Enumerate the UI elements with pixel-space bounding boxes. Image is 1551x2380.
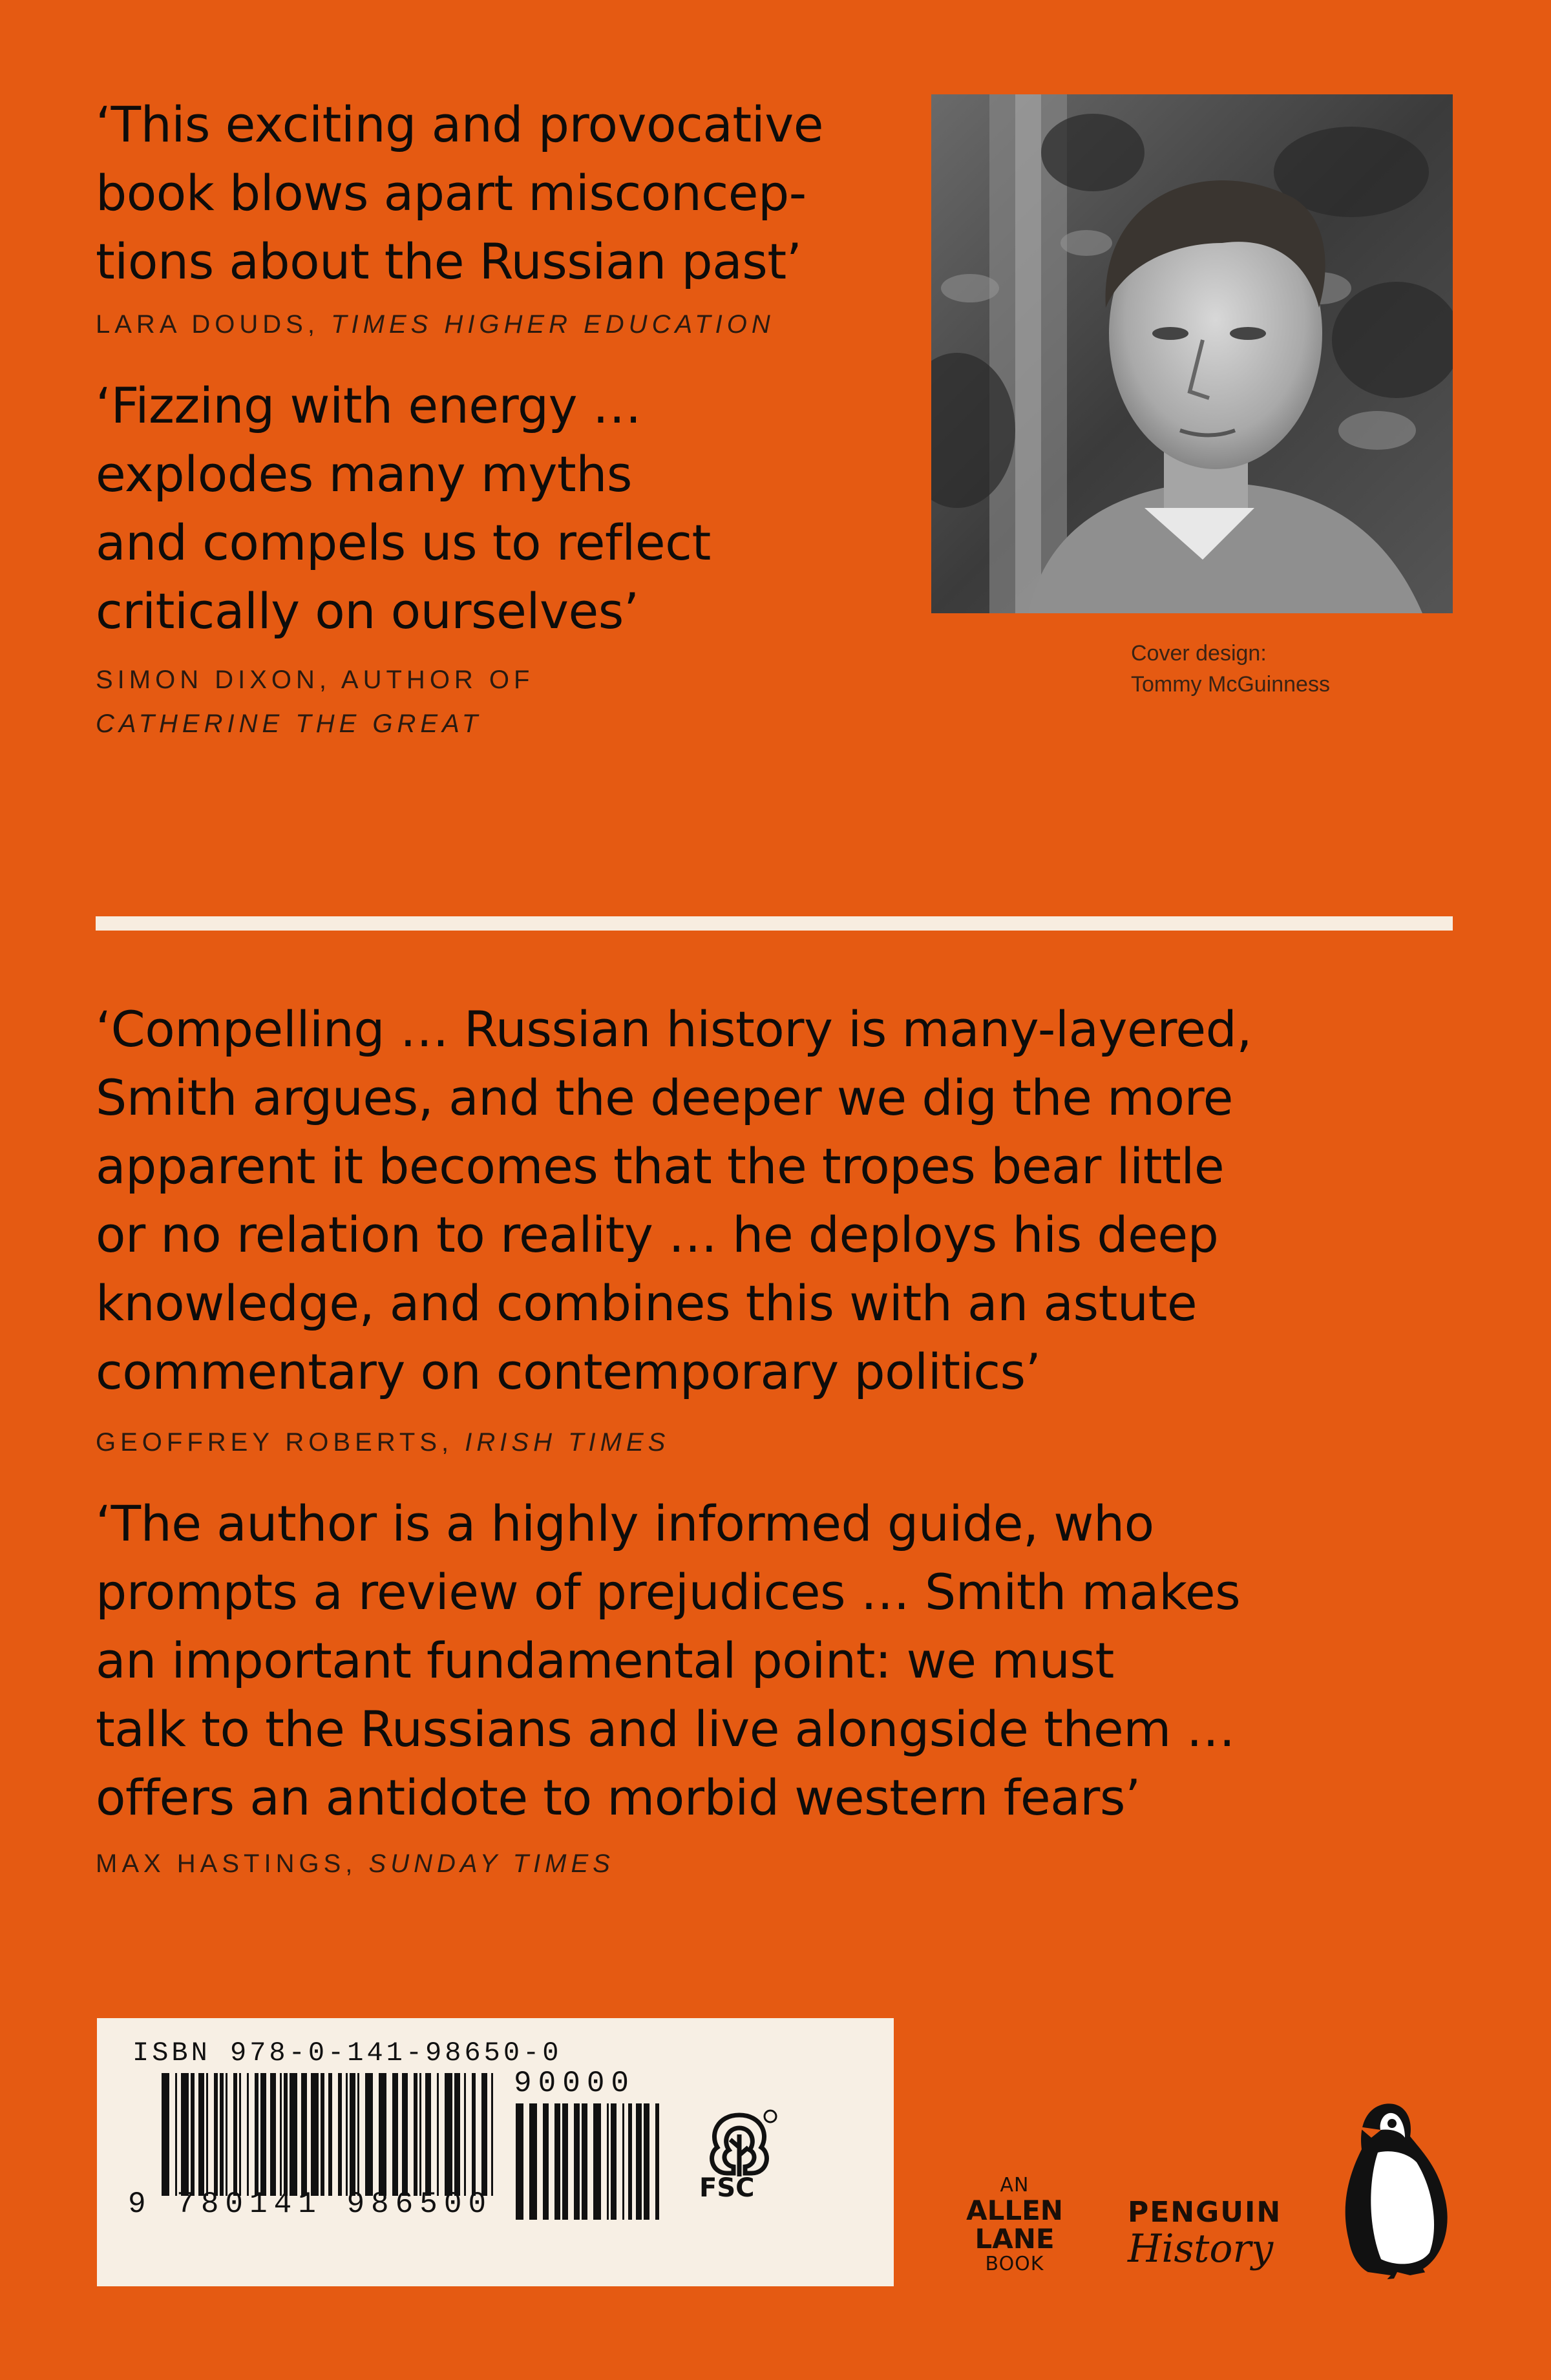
barcode-bar (414, 2073, 417, 2196)
barcode-bar (622, 2103, 624, 2220)
barcode-bar (402, 2073, 408, 2196)
barcode-bar (491, 2073, 493, 2196)
barcode-bar (301, 2073, 307, 2196)
barcode-bar (226, 2073, 227, 2196)
barcode-bar (220, 2073, 224, 2196)
barcode-bar (350, 2073, 355, 2196)
barcode-panel (97, 2018, 894, 2286)
barcode-bar (516, 2103, 523, 2220)
penguin-history-logo (1128, 2196, 1282, 2271)
barcode-bar (655, 2103, 659, 2220)
barcode-bar (321, 2073, 324, 2196)
quote-1-author: LARA DOUDS, (96, 310, 319, 339)
quote-2-source: CATHERINE THE GREAT (96, 710, 483, 738)
barcode-bar (239, 2073, 241, 2196)
quote-2-author: SIMON DIXON, AUTHOR OF (96, 666, 534, 694)
barcode-bar (543, 2103, 549, 2220)
barcode-bar (162, 2073, 169, 2196)
barcode-bar (628, 2103, 632, 2220)
allen-lane-book: BOOK (985, 2253, 1044, 2275)
quote-1-attribution (96, 310, 775, 339)
barcode-bar (611, 2103, 617, 2220)
addon-digits: 90000 (514, 2067, 636, 2100)
divider-rule (96, 916, 1453, 931)
barcode-bar (260, 2073, 266, 2196)
barcode-bar (582, 2103, 587, 2220)
allen-lane-allen: ALLEN (966, 2195, 1063, 2226)
ean-digits: 9 780141 986500 (128, 2187, 493, 2221)
quote-1: ‘This exciting and provocative book blows apart misconcep- tions about the Russian past’ (96, 96, 824, 290)
quote-4-author: MAX HASTINGS, (96, 1849, 357, 1878)
barcode-bar (311, 2073, 319, 2196)
quote-3-author: GEOFFREY ROBERTS, (96, 1428, 454, 1457)
barcode-bar (284, 2073, 288, 2196)
barcode-bar (338, 2073, 342, 2196)
barcode-bar (437, 2073, 439, 2196)
barcode-bar (593, 2103, 601, 2220)
quote-4: ‘The author is a highly informed guide, who prompts a review of prejudices … Smith makes an important fundamental point: we must talk to the Russians and live alongside them … offers an antidote to morbid western fears’ (96, 1495, 1241, 1826)
barcode-bar (554, 2103, 560, 2220)
barcode-bar (290, 2073, 297, 2196)
fsc-label: FSC (699, 2173, 755, 2203)
barcode-bar (198, 2073, 204, 2196)
penguin-logo-icon (1333, 2091, 1462, 2286)
allen-lane-lane: LANE (975, 2223, 1055, 2255)
quote-2: ‘Fizzing with energy … explodes many myths and compels us to reflect critically on ourselves’ (96, 377, 711, 640)
fsc-logo-icon (698, 2109, 781, 2222)
isbn-label: ISBN 978-0-141-98650-0 (132, 2038, 562, 2069)
barcode-bar (280, 2073, 282, 2196)
quote-4-source: SUNDAY TIMES (368, 1849, 615, 1878)
barcode-bar (270, 2073, 276, 2196)
barcode-bar (574, 2103, 580, 2220)
series-sub: History (1128, 2226, 1274, 2271)
allen-lane-an: AN (1000, 2174, 1029, 2196)
barcode-bar (328, 2073, 332, 2196)
quote-3-source: IRISH TIMES (465, 1428, 670, 1457)
addon-barcode (516, 2103, 664, 2220)
barcode-bar (346, 2073, 348, 2196)
barcode-bar (379, 2073, 386, 2196)
barcode-bar (425, 2073, 431, 2196)
barcode-bar (529, 2103, 537, 2220)
barcode-bar (419, 2073, 421, 2196)
barcode-bar (365, 2073, 373, 2196)
barcode-bar (481, 2073, 487, 2196)
barcode-bar (607, 2103, 609, 2220)
series-name: PENGUIN (1128, 2196, 1282, 2229)
barcode-bar (472, 2073, 476, 2196)
cover-credit: Cover design: Tommy McGuinness (1131, 641, 1330, 697)
author-photo (931, 94, 1453, 613)
barcode-bar (562, 2103, 568, 2220)
quote-3-attribution (96, 1428, 670, 1457)
barcode-bar (175, 2073, 177, 2196)
barcode-bar (357, 2073, 359, 2196)
barcode-bar (247, 2073, 249, 2196)
quote-3: ‘Compelling … Russian history is many-layered, Smith argues, and the deeper we dig the more apparent it becomes that the tropes bear little or no relation to reality … he deploys his deep knowledge, and combines this with an astute commentary on contemporary politics’ (96, 1000, 1252, 1400)
barcode-bar (191, 2073, 195, 2196)
barcode-bar (644, 2103, 649, 2220)
barcode-bar (255, 2073, 258, 2196)
barcode-bar (214, 2073, 218, 2196)
barcode-bar (464, 2073, 466, 2196)
quote-1-source: TIMES HIGHER EDUCATION (331, 310, 775, 339)
barcode-bar (636, 2103, 642, 2220)
allen-lane-logo (950, 2175, 1079, 2275)
barcode-bar (392, 2073, 398, 2196)
ean-barcode (162, 2073, 498, 2196)
barcode-bar (445, 2073, 452, 2196)
barcode-bar (206, 2073, 208, 2196)
quote-4-attribution (96, 1849, 615, 1879)
barcode-bar (454, 2073, 460, 2196)
barcode-bar (181, 2073, 189, 2196)
barcode-bar (233, 2073, 237, 2196)
